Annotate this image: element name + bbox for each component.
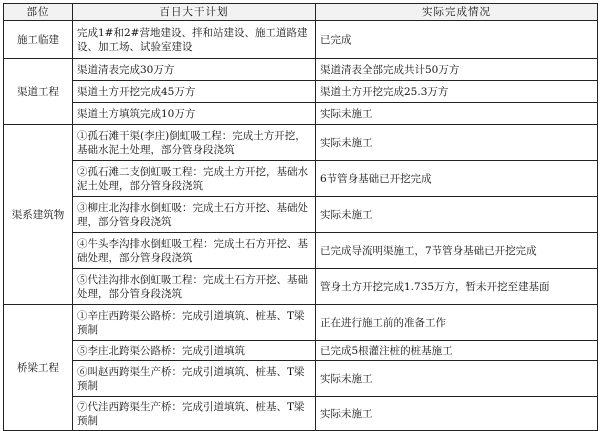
header-category: 部位 — [4, 4, 73, 21]
actual-cell: 实际未施工 — [316, 197, 598, 233]
actual-cell: 实际未施工 — [316, 125, 598, 161]
table-row — [4, 269, 598, 305]
category-cell: 施工临建 — [4, 21, 73, 59]
actual-cell: 渠道土方开挖完成25.3万方 — [316, 81, 598, 103]
plan-cell: 完成1#和2#营地建设、拌和站建设、施工道路建设、加工场、试验室建设 — [73, 21, 316, 59]
actual-cell: 实际未施工 — [316, 361, 598, 397]
category-cell: 桥梁工程 — [4, 305, 73, 431]
plan-cell: 渠道土方填筑完成10万方 — [73, 103, 316, 125]
actual-cell: 实际未施工 — [316, 103, 598, 125]
plan-cell: 渠道清表完成30万方 — [73, 59, 316, 81]
table-row — [4, 21, 598, 59]
table-row — [4, 341, 598, 361]
plan-cell: ④牛头李沟排水倒虹吸工程：完成土石方开挖、基础处理，部分管身段浇筑 — [73, 233, 316, 269]
header-actual: 实际完成情况 — [316, 4, 598, 21]
actual-cell: 6节管身基础已开挖完成 — [316, 161, 598, 197]
table-row — [4, 81, 598, 103]
category-cell: 渠系建筑物 — [4, 125, 73, 305]
plan-cell: ③柳庄北沟排水倒虹吸：完成土石方开挖、基础处理，部分管身段浇筑 — [73, 197, 316, 233]
plan-cell: ①孤石滩干渠(李庄)倒虹吸工程：完成土方开挖，基础水泥土处理，部分管身段浇筑 — [73, 125, 316, 161]
table-row — [4, 59, 598, 81]
actual-cell: 已完成导流明渠施工，7节管身基础已开挖完成 — [316, 233, 598, 269]
table-row — [4, 125, 598, 161]
table-row — [4, 233, 598, 269]
plan-cell: ⑤代洼沟排水倒虹吸工程：完成土石方开挖、基础处理，部分管身段浇筑 — [73, 269, 316, 305]
table-row — [4, 197, 598, 233]
progress-table — [3, 3, 598, 431]
actual-cell: 实际未施工 — [316, 397, 598, 431]
actual-cell: 已完成5根灌注桩的桩基施工 — [316, 341, 598, 361]
plan-cell: ②孤石滩二支倒虹吸工程：完成土方开挖，基础水泥土处理，部分管身段浇筑 — [73, 161, 316, 197]
table-row — [4, 305, 598, 341]
plan-cell: ⑥叫赵西跨渠生产桥：完成引道填筑、桩基、T梁预制 — [73, 361, 316, 397]
plan-cell: ⑤李庄北跨渠公路桥：完成引道填筑 — [73, 341, 316, 361]
plan-cell: ⑦代洼西跨渠生产桥：完成引道填筑、桩基、T梁预制 — [73, 397, 316, 431]
plan-cell: 渠道土方开挖完成45万方 — [73, 81, 316, 103]
category-cell: 渠道工程 — [4, 59, 73, 125]
table-row — [4, 161, 598, 197]
table-row — [4, 361, 598, 397]
actual-cell: 已完成 — [316, 21, 598, 59]
plan-cell: ①辛庄西跨渠公路桥：完成引道填筑、桩基、T梁预制 — [73, 305, 316, 341]
table-row — [4, 397, 598, 431]
header-row — [4, 4, 598, 21]
actual-cell: 管身土方开挖完成1.735万方，暂未开挖至建基面 — [316, 269, 598, 305]
table-row — [4, 103, 598, 125]
header-plan: 百日大干计划 — [73, 4, 316, 21]
actual-cell: 渠道清表全部完成共计50万方 — [316, 59, 598, 81]
actual-cell: 正在进行施工前的准备工作 — [316, 305, 598, 341]
